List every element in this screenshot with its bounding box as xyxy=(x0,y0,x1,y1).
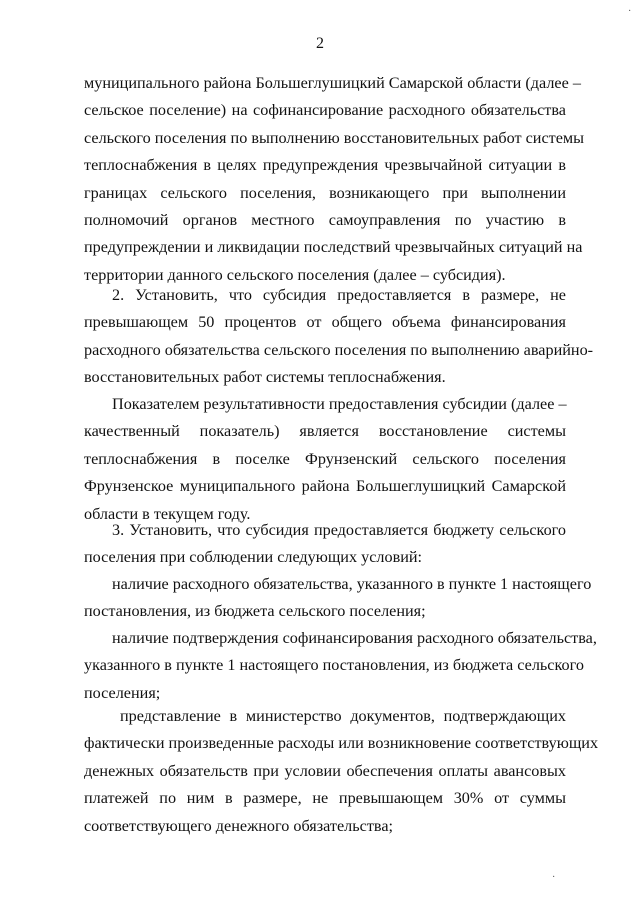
text-line: наличие подтверждения софинансирования расходного обязательства, xyxy=(112,629,597,647)
text-line: постановления, из бюджета сельского поселения; xyxy=(84,602,426,621)
text-line: поселения; xyxy=(84,683,161,702)
scan-speck: · xyxy=(628,6,632,17)
paragraph-condition-2 xyxy=(84,625,597,707)
paragraph-condition-1 xyxy=(84,571,592,626)
text-line: соответствующего денежного обязательства; xyxy=(84,816,394,835)
text-line: восстановительных работ системы теплоснабжения. xyxy=(84,368,446,387)
paragraph-item-2 xyxy=(84,282,594,392)
text-line: теплоснабжения в поселке Фрунзенский сельского поселения xyxy=(84,449,566,468)
text-line: фактически произведенные расходы или возникновение соответствующих xyxy=(84,734,599,753)
text-line: 3. Установить, что субсидия предоставляется бюджету сельского xyxy=(112,521,566,539)
text-line: сельского поселения по выполнению восстановительных работ системы xyxy=(84,128,585,147)
scan-speck: · xyxy=(552,872,556,883)
text-line: поселения при соблюдении следующих условий: xyxy=(84,548,423,567)
text-line: Показателем результативности предоставления субсидии (далее – xyxy=(112,395,567,413)
text-line: территории данного сельского поселения (далее – субсидия). xyxy=(84,265,506,284)
text-line: муниципального района Большеглушицкий Самарской области (далее – xyxy=(84,74,581,92)
text-line: наличие расходного обязательства, указанного в пункте 1 настоящего xyxy=(112,575,592,593)
text-line: области в текущем году. xyxy=(84,504,251,523)
paragraph-continuation xyxy=(84,70,585,289)
text-line: превышающем 50 процентов от общего объема финансирования xyxy=(84,313,566,332)
text-line: платежей по ним в размере, не превышающем 30% от суммы xyxy=(84,789,566,808)
text-line: 2. Установить, что субсидия предоставляется в размере, не xyxy=(112,286,566,304)
text-line: полномочий органов местного самоуправления по участию в xyxy=(84,211,566,230)
text-line: денежных обязательств при условии обеспечения оплаты авансовых xyxy=(84,761,566,780)
text-line: границах сельского поселения, возникающего при выполнении xyxy=(84,183,566,202)
text-line: Фрунзенское муниципального района Большеглушицкий Самарской xyxy=(84,477,566,496)
paragraph-indicator xyxy=(84,391,566,528)
paragraph-item-3 xyxy=(84,517,566,572)
text-line: предупреждении и ликвидации последствий чрезвычайных ситуаций на xyxy=(84,238,583,257)
page-number: 2 xyxy=(316,35,324,52)
text-line: расходного обязательства сельского поселения по выполнению аварийно- xyxy=(84,340,594,359)
paragraph-condition-3 xyxy=(84,703,599,840)
text-line: качественный показатель) является восстановление системы xyxy=(84,422,566,441)
text-line: сельское поселение) на софинансирование расходного обязательства xyxy=(84,101,566,120)
text-line: указанного в пункте 1 настоящего постановления, из бюджета сельского xyxy=(84,656,584,675)
text-line: представление в министерство документов, подтверждающих xyxy=(120,707,566,725)
text-line: теплоснабжения в целях предупреждения чрезвычайной ситуации в xyxy=(84,156,566,175)
